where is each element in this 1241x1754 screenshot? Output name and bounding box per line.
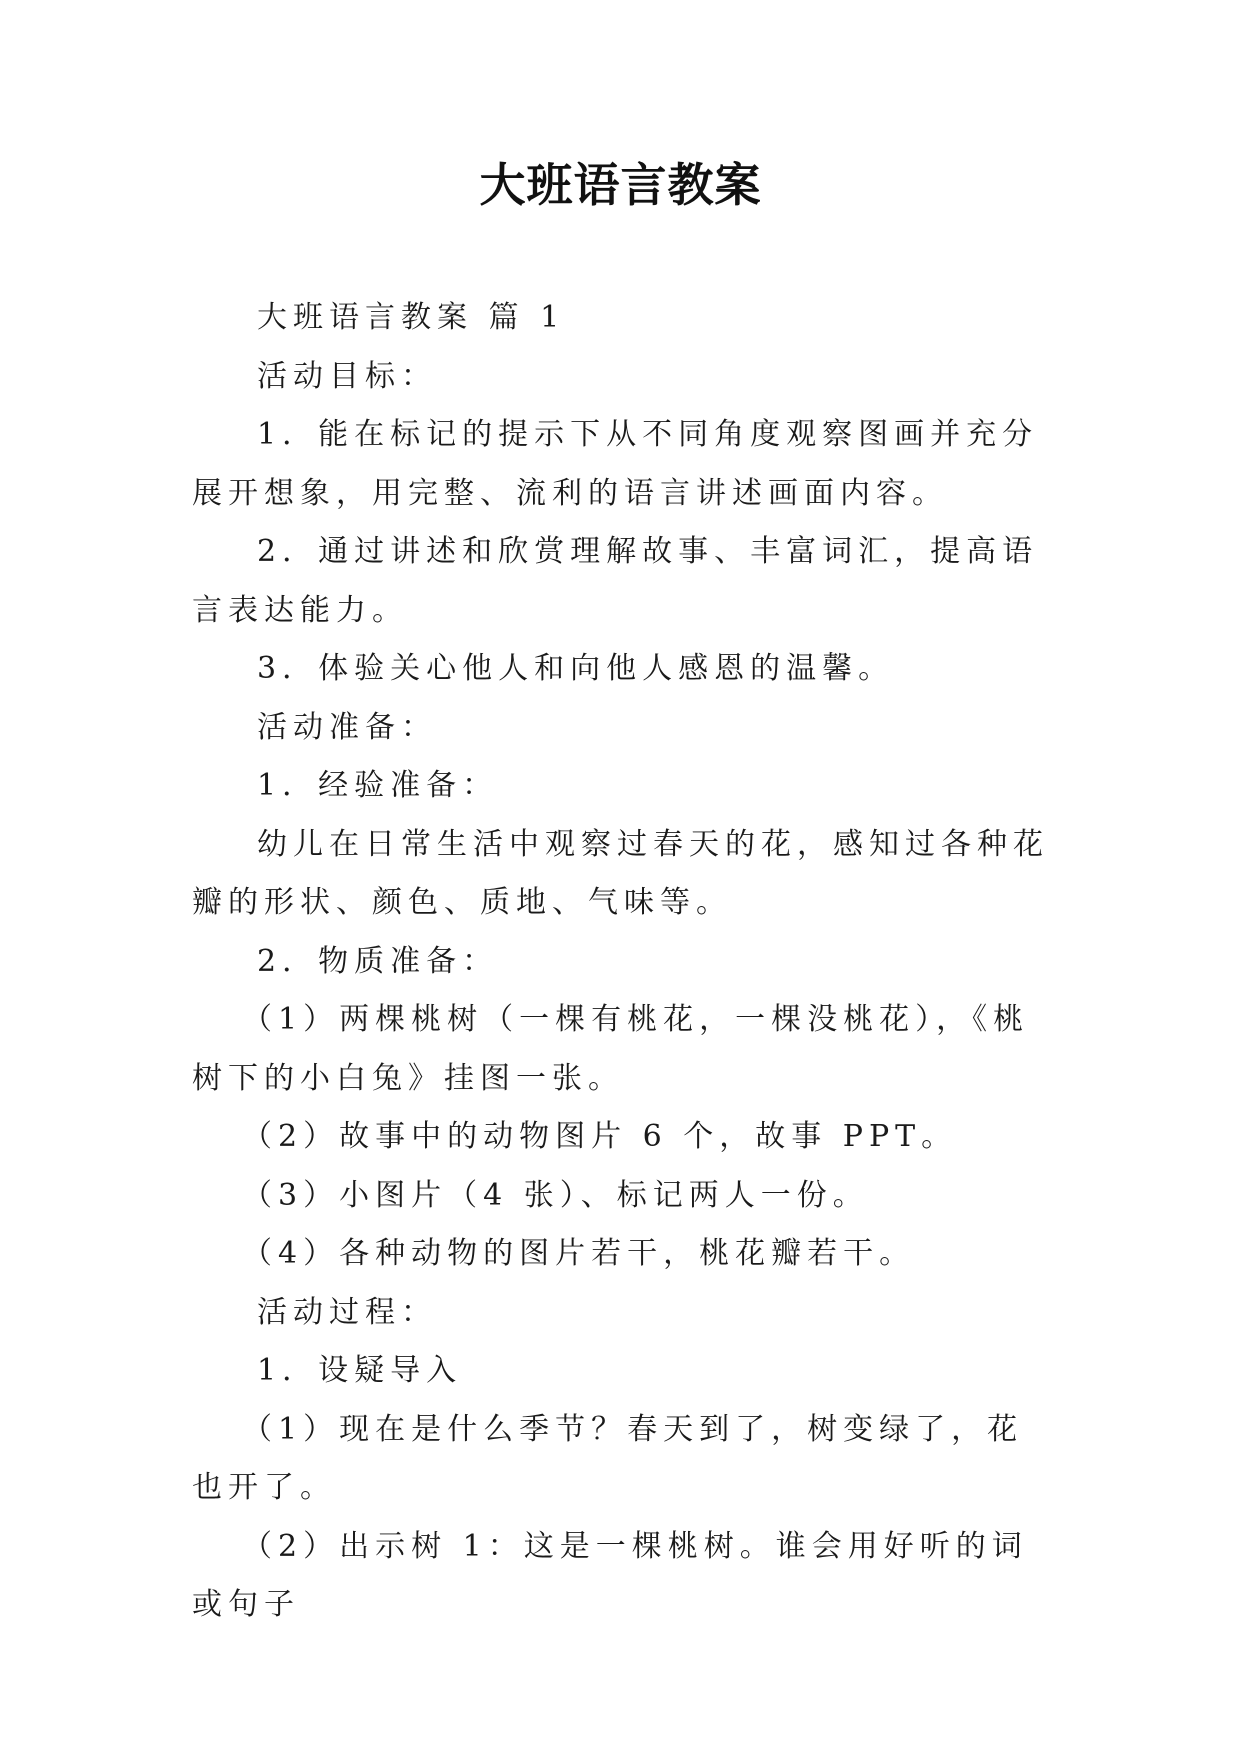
paragraph-process-1-2: （2）出示树 1：这是一棵桃树。谁会用好听的词或句子	[192, 1528, 1028, 1622]
paragraph-experience-detail: 幼儿在日常生活中观察过春天的花，感知过各种花瓣的形状、颜色、质地、气味等。	[192, 826, 1049, 920]
paragraph-experience-prep: 1．经验准备：	[257, 768, 499, 803]
paragraph-preparation-heading: 活动准备：	[257, 709, 437, 745]
paragraph-material-prep: 2．物质准备：	[257, 943, 499, 979]
paragraph-goal-2: 2．通过讲述和欣赏理解故事、丰富词汇，提高语言表达能力。	[192, 534, 1039, 628]
paragraph-process-heading: 活动过程：	[257, 1294, 437, 1330]
paragraph-activity-goals-heading: 活动目标：	[257, 358, 437, 394]
paragraph-goal-3: 3．体验关心他人和向他人感恩的温馨。	[257, 651, 895, 686]
paragraph-material-4: （4）各种动物的图片若干，桃花瓣若干。	[242, 1236, 916, 1271]
paragraph-material-1: （1）两棵桃树（一棵有桃花，一棵没桃花），《桃树下的小白兔》挂图一张。	[192, 1002, 1030, 1096]
paragraph-material-3: （3）小图片（4 张）、标记两人一份。	[242, 1177, 869, 1213]
document-body	[192, 289, 1052, 1635]
document-title: 大班语言教案	[479, 158, 762, 212]
paragraph-section-heading: 大班语言教案 篇 1	[257, 300, 566, 335]
paragraph-goal-1: 1．能在标记的提示下从不同角度观察图画并充分展开想象，用完整、流利的语言讲述画面内容。	[192, 417, 1039, 511]
paragraph-process-step-1: 1．设疑导入	[257, 1353, 463, 1388]
paragraph-process-1-1: （1）现在是什么季节？春天到了，树变绿了，花也开了。	[192, 1411, 1024, 1505]
paragraph-material-2: （2）故事中的动物图片 6 个，故事 PPT。	[242, 1119, 958, 1154]
